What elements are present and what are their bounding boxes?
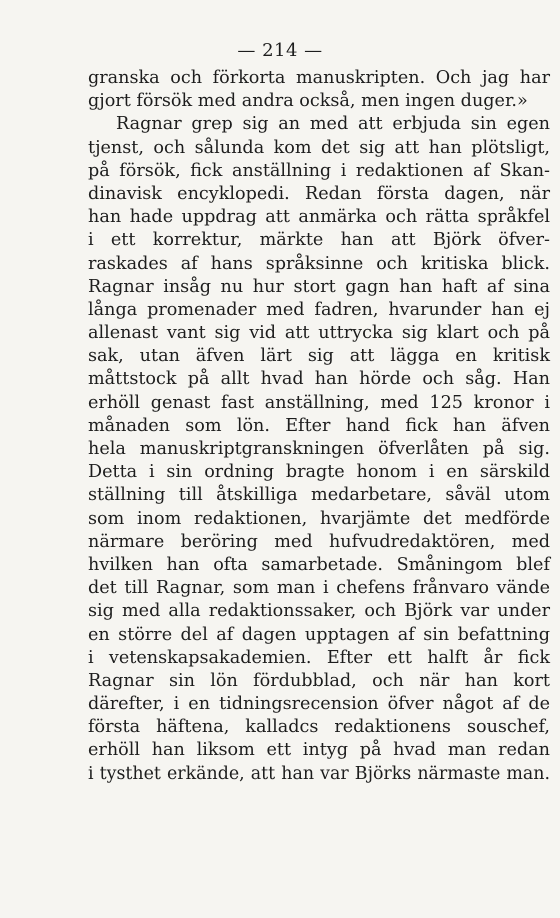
text-line: erhöll han liksom ett intyg på hvad man redan bbox=[88, 740, 550, 761]
text-line: sak, utan äfven lärt sig att lägga en kritisk bbox=[88, 346, 550, 367]
text-line: sig med alla redaktionssaker, och Björk var under bbox=[88, 601, 550, 622]
text-line: i ett korrektur, märkte han att Björk öfver- bbox=[88, 230, 550, 251]
text-line: en större del af dagen upptagen af sin befattning bbox=[88, 624, 550, 645]
text-line: dinavisk encyklopedi. Redan första dagen, när bbox=[88, 183, 550, 204]
text-line: erhöll genast fast anställning, med 125 kronor i bbox=[88, 392, 550, 413]
text-line: gjort försök med andra också, men ingen duger.» bbox=[88, 91, 528, 112]
text-line: det till Ragnar, som man i chefens frånvaro vände bbox=[88, 578, 550, 599]
body-text bbox=[88, 67, 550, 786]
text-line: Ragnar sin lön fördubblad, och när han kort bbox=[88, 670, 550, 691]
text-line: han hade uppdrag att anmärka och rätta språkfel bbox=[88, 207, 550, 228]
text-line: hela manuskriptgranskningen öfverlåten på sig. bbox=[88, 439, 550, 459]
text-line: hvilken han ofta samarbetade. Småningom blef bbox=[88, 554, 550, 575]
text-line: långa promenader med fadren, hvarunder han ej bbox=[88, 299, 550, 320]
text-line: tjenst, och sålunda kom det sig att han plötsligt, bbox=[88, 137, 550, 158]
text-line: därefter, i en tidningsrecension öfver något af de bbox=[88, 694, 550, 715]
text-line: ställning till åtskilliga medarbetare, såväl utom bbox=[88, 485, 550, 506]
text-line: i vetenskapsakademien. Efter ett halft år fick bbox=[88, 647, 550, 668]
text-line: månaden som lön. Efter hand fick han äfven bbox=[88, 415, 550, 436]
text-line: Ragnar insåg nu hur stort gagn han haft af sina bbox=[88, 276, 550, 297]
text-line: granska och förkorta manuskripten. Och jag har bbox=[88, 68, 550, 88]
text-line: första häftena, kalladcs redaktionens souschef, bbox=[88, 717, 550, 738]
text-line: allenast vant sig vid att uttrycka sig klart och på bbox=[88, 323, 550, 344]
text-line: Detta i sin ordning bragte honom i en särskild bbox=[88, 462, 550, 483]
text-line: närmare beröring med hufvudredaktören, med bbox=[88, 531, 550, 552]
page-number: — 214 — bbox=[237, 40, 323, 61]
text-line: som inom redaktionen, hvarjämte det medförde bbox=[88, 508, 550, 529]
text-line: i tysthet erkände, att han var Björks närmaste man. bbox=[88, 763, 550, 784]
text-line: på försök, fick anställning i redaktionen af Skan- bbox=[88, 160, 550, 181]
text-line: Ragnar grep sig an med att erbjuda sin egen bbox=[116, 114, 550, 135]
text-line: raskades af hans språksinne och kritiska blick. bbox=[88, 253, 550, 274]
text-line: måttstock på allt hvad han hörde och såg. Han bbox=[88, 369, 550, 390]
